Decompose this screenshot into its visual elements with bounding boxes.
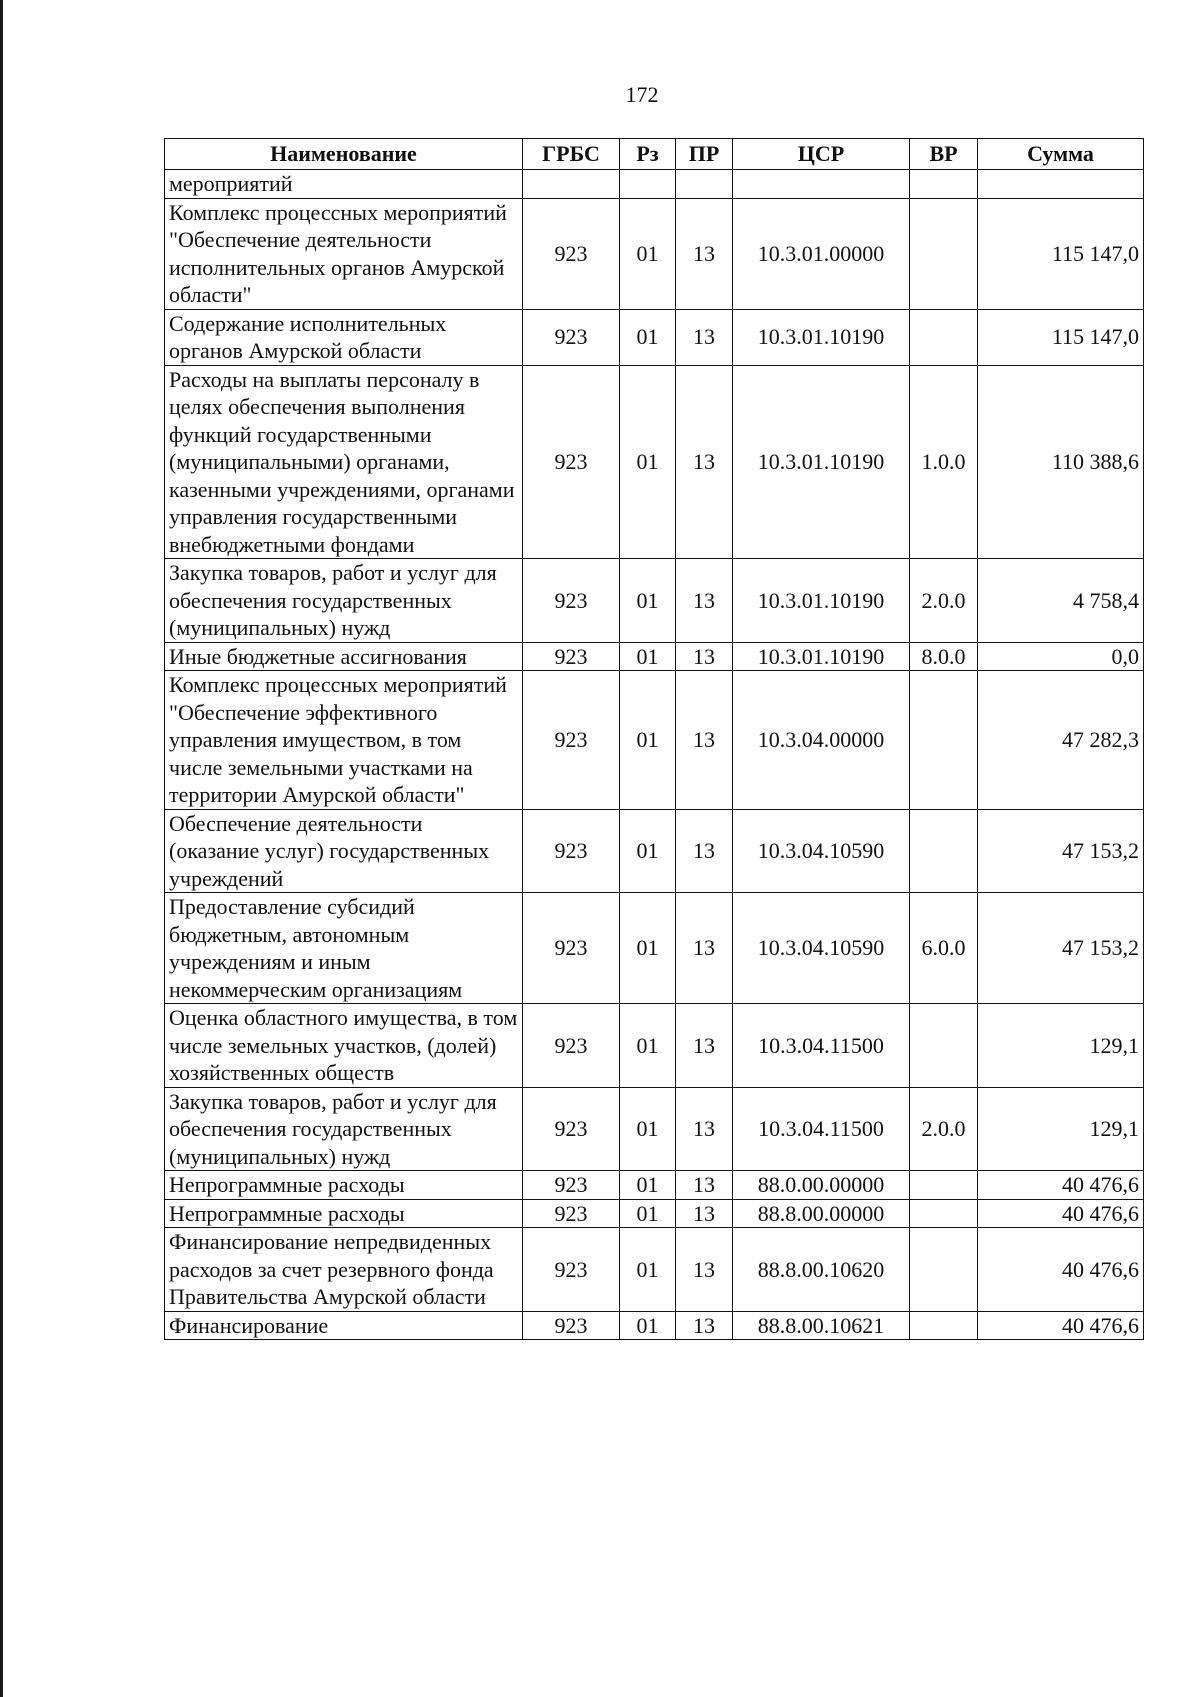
cell-vr: [910, 1171, 978, 1200]
cell-grbs: 923: [523, 1171, 620, 1200]
cell-sum: 0,0: [978, 642, 1144, 671]
cell-sum: 40 476,6: [978, 1311, 1144, 1340]
cell-pr: 13: [676, 809, 733, 893]
cell-rz: 01: [620, 198, 676, 309]
cell-grbs: [523, 170, 620, 199]
cell-sum: 47 282,3: [978, 671, 1144, 810]
table-row: [165, 671, 1144, 810]
table-row: [165, 1171, 1144, 1200]
cell-pr: 13: [676, 309, 733, 365]
cell-csr: 10.3.04.11500: [733, 1004, 910, 1088]
cell-csr: 10.3.01.10190: [733, 309, 910, 365]
cell-pr: 13: [676, 1311, 733, 1340]
cell-pr: 13: [676, 893, 733, 1004]
cell-grbs: 923: [523, 1199, 620, 1228]
cell-rz: 01: [620, 1199, 676, 1228]
cell-sum: 40 476,6: [978, 1171, 1144, 1200]
cell-sum: 40 476,6: [978, 1228, 1144, 1312]
cell-csr: [733, 170, 910, 199]
cell-csr: 10.3.04.11500: [733, 1087, 910, 1171]
table-header-row: [165, 139, 1144, 170]
cell-name: Обеспечение деятельности (оказание услуг) государственных учреждений: [165, 809, 523, 893]
cell-pr: 13: [676, 198, 733, 309]
table-row: [165, 642, 1144, 671]
cell-rz: 01: [620, 1171, 676, 1200]
cell-pr: 13: [676, 559, 733, 643]
cell-grbs: 923: [523, 642, 620, 671]
table-row: [165, 1311, 1144, 1340]
cell-csr: 10.3.01.10190: [733, 559, 910, 643]
cell-pr: 13: [676, 365, 733, 559]
cell-grbs: 923: [523, 1087, 620, 1171]
cell-pr: 13: [676, 1228, 733, 1312]
cell-vr: [910, 671, 978, 810]
header-name: Наименование: [165, 139, 523, 170]
cell-csr: 10.3.04.10590: [733, 809, 910, 893]
header-grbs: ГРБС: [523, 139, 620, 170]
cell-csr: 88.8.00.10620: [733, 1228, 910, 1312]
table-row: [165, 809, 1144, 893]
cell-sum: 115 147,0: [978, 309, 1144, 365]
cell-rz: 01: [620, 1311, 676, 1340]
cell-pr: 13: [676, 1087, 733, 1171]
scan-edge: [0, 0, 3, 1697]
cell-pr: 13: [676, 1171, 733, 1200]
cell-name: Комплекс процессных мероприятий "Обеспечение деятельности исполнительных органов Амурской области": [165, 198, 523, 309]
cell-rz: 01: [620, 1228, 676, 1312]
cell-name: Содержание исполнительных органов Амурской области: [165, 309, 523, 365]
cell-sum: [978, 170, 1144, 199]
cell-csr: 88.0.00.00000: [733, 1171, 910, 1200]
cell-vr: [910, 1311, 978, 1340]
cell-sum: 110 388,6: [978, 365, 1144, 559]
cell-name: Закупка товаров, работ и услуг для обеспечения государственных (муниципальных) нужд: [165, 559, 523, 643]
cell-rz: 01: [620, 642, 676, 671]
cell-pr: 13: [676, 1199, 733, 1228]
cell-csr: 10.3.01.00000: [733, 198, 910, 309]
cell-name: Комплекс процессных мероприятий "Обеспечение эффективного управления имуществом, в том числе земельными участками на территории Амурской области": [165, 671, 523, 810]
cell-pr: [676, 170, 733, 199]
cell-grbs: 923: [523, 1311, 620, 1340]
cell-pr: 13: [676, 671, 733, 810]
cell-name: Непрограммные расходы: [165, 1199, 523, 1228]
cell-vr: 6.0.0: [910, 893, 978, 1004]
cell-rz: 01: [620, 671, 676, 810]
cell-grbs: 923: [523, 365, 620, 559]
cell-rz: 01: [620, 1004, 676, 1088]
page-number: 172: [625, 82, 659, 107]
cell-grbs: 923: [523, 309, 620, 365]
cell-vr: [910, 170, 978, 199]
cell-csr: 10.3.04.10590: [733, 893, 910, 1004]
cell-sum: 129,1: [978, 1087, 1144, 1171]
header-vr: ВР: [910, 139, 978, 170]
cell-csr: 10.3.04.00000: [733, 671, 910, 810]
table-row: [165, 365, 1144, 559]
cell-sum: 47 153,2: [978, 893, 1144, 1004]
table-row: [165, 309, 1144, 365]
cell-vr: [910, 809, 978, 893]
cell-grbs: 923: [523, 198, 620, 309]
table-row: [165, 170, 1144, 199]
cell-pr: 13: [676, 642, 733, 671]
table-row: [165, 559, 1144, 643]
header-rz: Рз: [620, 139, 676, 170]
cell-csr: 10.3.01.10190: [733, 365, 910, 559]
header-pr: ПР: [676, 139, 733, 170]
cell-name: Финансирование: [165, 1311, 523, 1340]
cell-sum: 4 758,4: [978, 559, 1144, 643]
table-row: [165, 1228, 1144, 1312]
cell-grbs: 923: [523, 893, 620, 1004]
table-row: [165, 1199, 1144, 1228]
header-sum: Сумма: [978, 139, 1144, 170]
cell-name: мероприятий: [165, 170, 523, 199]
cell-name: Расходы на выплаты персоналу в целях обеспечения выполнения функций государственными (муниципальными) органами, казенными учреждениями, органами управления государственными внебюджетными фондами: [165, 365, 523, 559]
header-csr: ЦСР: [733, 139, 910, 170]
cell-vr: [910, 309, 978, 365]
cell-vr: 2.0.0: [910, 1087, 978, 1171]
cell-rz: 01: [620, 809, 676, 893]
cell-rz: 01: [620, 365, 676, 559]
table-row: [165, 198, 1144, 309]
cell-name: Иные бюджетные ассигнования: [165, 642, 523, 671]
cell-name: Финансирование непредвиденных расходов за счет резервного фонда Правительства Амурской области: [165, 1228, 523, 1312]
cell-rz: [620, 170, 676, 199]
cell-csr: 88.8.00.10621: [733, 1311, 910, 1340]
cell-vr: 8.0.0: [910, 642, 978, 671]
cell-grbs: 923: [523, 671, 620, 810]
budget-table: [164, 138, 1144, 1340]
cell-vr: [910, 1004, 978, 1088]
cell-vr: [910, 198, 978, 309]
cell-vr: 1.0.0: [910, 365, 978, 559]
cell-vr: 2.0.0: [910, 559, 978, 643]
cell-grbs: 923: [523, 559, 620, 643]
cell-csr: 10.3.01.10190: [733, 642, 910, 671]
table-row: [165, 893, 1144, 1004]
cell-csr: 88.8.00.00000: [733, 1199, 910, 1228]
cell-vr: [910, 1228, 978, 1312]
cell-rz: 01: [620, 559, 676, 643]
cell-name: Предоставление субсидий бюджетным, автономным учреждениям и иным некоммерческим организациям: [165, 893, 523, 1004]
cell-sum: 129,1: [978, 1004, 1144, 1088]
cell-vr: [910, 1199, 978, 1228]
cell-name: Непрограммные расходы: [165, 1171, 523, 1200]
cell-grbs: 923: [523, 1004, 620, 1088]
table-row: [165, 1087, 1144, 1171]
cell-name: Закупка товаров, работ и услуг для обеспечения государственных (муниципальных) нужд: [165, 1087, 523, 1171]
table-row: [165, 1004, 1144, 1088]
cell-rz: 01: [620, 309, 676, 365]
cell-name: Оценка областного имущества, в том числе земельных участков, (долей) хозяйственных обществ: [165, 1004, 523, 1088]
cell-sum: 47 153,2: [978, 809, 1144, 893]
cell-grbs: 923: [523, 809, 620, 893]
cell-pr: 13: [676, 1004, 733, 1088]
cell-rz: 01: [620, 893, 676, 1004]
cell-sum: 115 147,0: [978, 198, 1144, 309]
cell-rz: 01: [620, 1087, 676, 1171]
cell-grbs: 923: [523, 1228, 620, 1312]
cell-sum: 40 476,6: [978, 1199, 1144, 1228]
